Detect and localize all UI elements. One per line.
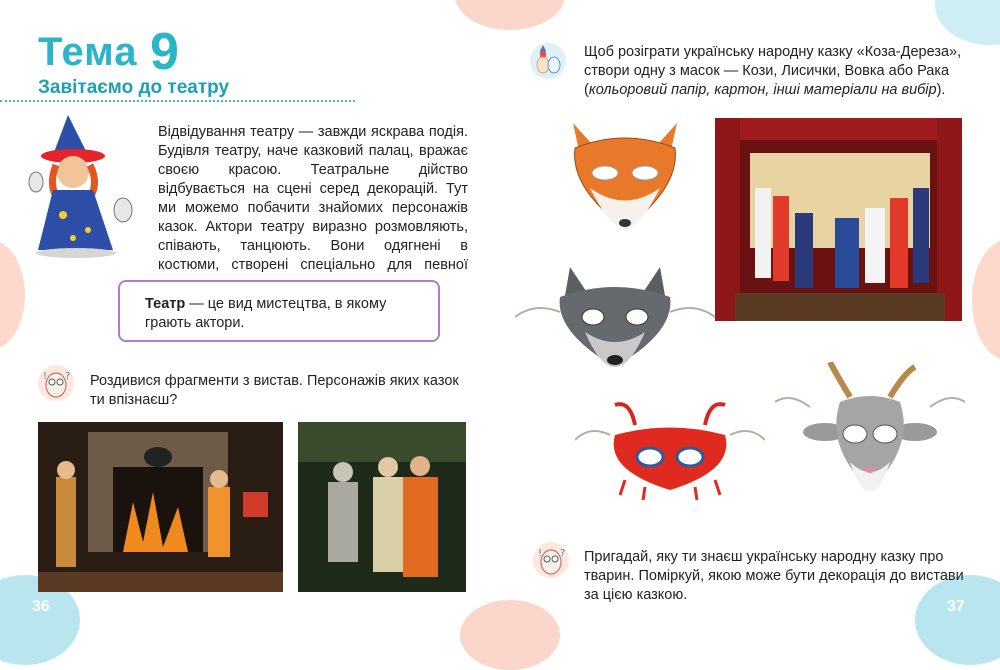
page-number-left: 36 — [32, 598, 50, 615]
decor-blob-right-mid — [972, 240, 1000, 360]
question-right: Пригадай, яку ти знаєш українську народну казку про тварин. Поміркуй, якою може бути декорація до вистави за цією казкою. — [584, 549, 964, 603]
question-left: Роздивися фрагменти з вистав. Персонажів яких казок ти впізнаєш? — [90, 373, 459, 408]
creative-task-icon — [530, 43, 566, 79]
wizard-illustration — [28, 110, 138, 260]
theatre-photo-stage-art — [715, 118, 962, 321]
svg-text:?: ? — [560, 548, 566, 559]
mask-task-main: Щоб розіграти українську народну казку «Коза-Дереза», створи одну з масок — Кози, Лисички, Вовка або Рака ( — [584, 44, 962, 98]
theatre-photo-stage — [715, 118, 962, 321]
creative-task-icon-graphic — [530, 43, 566, 79]
svg-text:!: ! — [538, 548, 543, 559]
mask-task-materials: кольоровий папір, картон, інші матеріали на вибір — [588, 82, 937, 98]
owl-icon — [38, 365, 74, 401]
definition-term: Театр — [145, 296, 186, 312]
owl-icon-graphic — [38, 365, 74, 401]
topic-label: Тема — [38, 30, 138, 74]
topic-number: 9 — [150, 23, 179, 81]
intro-paragraph: Відвідування театру — завжди яскрава подія. Будівля театру, наче казковий палац, вражає своєю красою. Театральне дійство відбувається на сцені серед декорацій. Тут ми можемо побачити знайомих персонажів казок. Актори театру виразно розмовляють, співають, танцюють. Вони одягнені в костюми, створені спеціально для певної — [158, 124, 468, 273]
theatre-photo-hug — [298, 422, 466, 592]
wolf-mask — [515, 262, 715, 372]
title-divider — [0, 100, 355, 102]
decor-blob-bottom-center — [460, 600, 560, 670]
definition-body: — це вид мистецтва, в якому грають актори. — [145, 296, 387, 331]
decor-blob-top-center — [455, 0, 565, 30]
goat-mask — [775, 362, 965, 497]
svg-text:!: ! — [43, 371, 48, 382]
theatre-photo-fireplace — [38, 422, 283, 592]
theatre-photo-hug-art — [298, 422, 466, 592]
definition-text — [145, 295, 430, 333]
fox-mask — [565, 118, 685, 233]
mask-task-end: ). — [936, 82, 946, 98]
theatre-photo-fireplace-art — [38, 422, 283, 592]
owl-icon-right-graphic — [533, 542, 569, 578]
decor-blob-left-mid — [0, 240, 25, 350]
owl-icon-right — [533, 542, 569, 578]
decor-blob-top-right — [935, 0, 1000, 45]
crayfish-mask — [575, 395, 765, 505]
mask-task-text — [584, 43, 964, 100]
page-number-right: 37 — [947, 598, 965, 615]
svg-text:?: ? — [65, 371, 71, 382]
page-subtitle: Завітаємо до театру — [38, 77, 230, 98]
